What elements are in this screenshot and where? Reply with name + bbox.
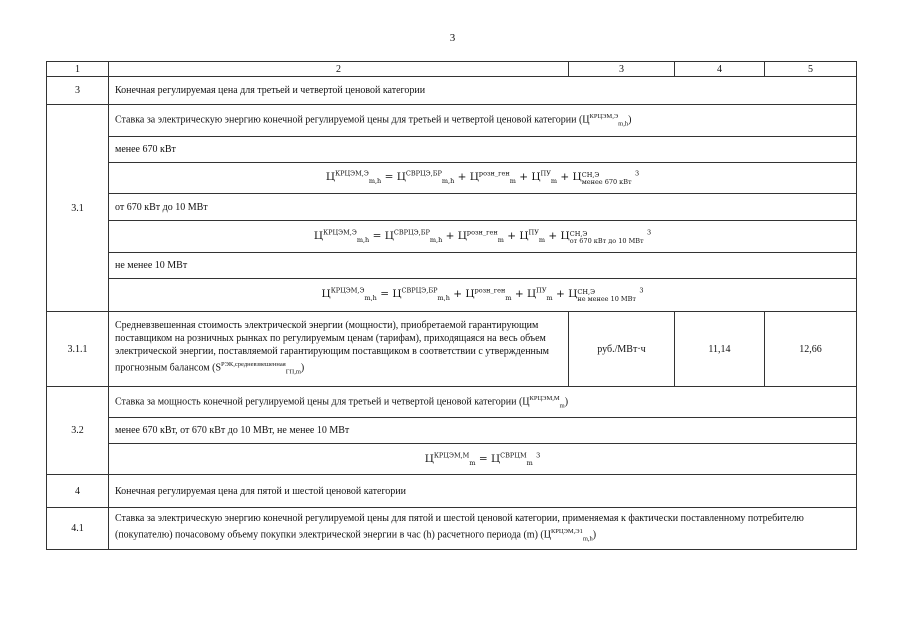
row-text: Ставка за электрическую энергию конечной регулируемой цены для пятой и шестой ценовой категории, применяемая к фактически поставленному потребителю (покупателю) почасовому объему покупки электрической энергии в час (h) расчетного периода (m) $(Ц^{КРЦЭМ,Э1}_{m,h})$ <box>109 508 857 550</box>
formula-subscript: не менее 10 МВт <box>577 295 636 304</box>
row-title: Ставка за электрическую энергию конечной регулируемой цены для третьей и четвертой ценовой категории $(Ц^{КРЦЭМ,Э}_{m,h})$ <box>109 105 857 137</box>
table-row <box>47 387 857 418</box>
table-row <box>47 508 857 550</box>
table-row <box>47 105 857 137</box>
table-row <box>47 418 857 444</box>
row-description: Средневзвешенная стоимость электрической энергии (мощности), приобретаемой гарантирующим поставщиком на розничных рынках по регулируемым ценам (тарифам), приходящаяся на весь объем электрической энергии, поставляемой гарантирующим поставщиком в соответствии с утвержденным прогнозным балансом (S <box>115 320 549 374</box>
title-superscript: КРЦЭМ,Э <box>589 113 619 121</box>
subcategory: не менее 10 МВт <box>109 253 857 279</box>
title-text: Ставка за электрическую энергию конечной регулируемой цены для третьей и четвертой ценовой категории (Ц <box>115 114 590 126</box>
tariff-table <box>46 61 857 550</box>
header-col-4: 4 <box>675 62 765 77</box>
row-subscript: m,h <box>582 535 593 543</box>
page-number: 3 <box>449 32 456 44</box>
unit-cell: руб./МВт·ч <box>569 312 675 387</box>
formula: $Ц^{КРЦЭМ,Э}_{m,h} = Ц^{СВРЦЭ,БР}_{m,h} + Ц^{розн\_ген}_m + Ц^{ПУ}_m + Ц$ СН,Э не менее 10 МВт $^3$ <box>109 279 857 312</box>
formula-subscript: от 670 кВт до 10 МВт <box>569 236 644 245</box>
row-number: 3 <box>47 77 109 105</box>
row-number: 4.1 <box>47 508 109 550</box>
row-number: 3.1 <box>47 105 109 312</box>
title-superscript: КРЦЭМ,М <box>529 394 560 402</box>
title-text: Ставка за мощность конечной регулируемой цены для третьей и четвертой ценовой категории (Ц <box>115 396 530 408</box>
header-col-3: 3 <box>569 62 675 77</box>
table-row <box>47 137 857 163</box>
table-row <box>47 475 857 508</box>
row-title: Ставка за мощность конечной регулируемой цены для третьей и четвертой ценовой категории $(Ц^{КРЦЭМ,М}_m)$ <box>109 387 857 418</box>
row-superscript: КРЦЭМ,Э1 <box>550 527 583 535</box>
header-col-5: 5 <box>765 62 857 77</box>
row-subscript: ГП,m <box>285 368 301 376</box>
row-text: Конечная регулируемая цена для третьей и четвертой ценовой категории <box>109 77 857 105</box>
row-number: 4 <box>47 475 109 508</box>
table-row <box>47 221 857 253</box>
title-subscript: m <box>559 402 565 410</box>
table-row <box>47 312 857 387</box>
table-row <box>47 444 857 475</box>
row-number: 3.2 <box>47 387 109 475</box>
header-col-1: 1 <box>47 62 109 77</box>
table-row <box>47 77 857 105</box>
row-description: Ставка за электрическую энергию конечной регулируемой цены для пятой и шестой ценовой категории, применяемая к фактически поставленному потребителю (покупателю) почасовому объему покупки электрической энергии в час (h) расчетного периода (m) (Ц <box>115 512 804 541</box>
header-row <box>47 62 857 77</box>
row-number: 3.1.1 <box>47 312 109 387</box>
row-text: Конечная регулируемая цена для пятой и шестой ценовой категории <box>109 475 857 508</box>
subcategory: менее 670 кВт, от 670 кВт до 10 МВт, не менее 10 МВт <box>109 418 857 444</box>
title-subscript: m,h <box>618 120 629 128</box>
subcategory: от 670 кВт до 10 МВт <box>109 194 857 221</box>
formula: $Ц^{КРЦЭМ,Э}_{m,h} = Ц^{СВРЦЭ,БР}_{m,h} + Ц^{розн\_ген}_m + Ц^{ПУ}_m + Ц$ СН,Э от 670 кВт до 10 МВт $^3$ <box>109 221 857 253</box>
table-row <box>47 194 857 221</box>
table-row <box>47 253 857 279</box>
row-superscript: РЭК,средневзвешенная <box>221 361 286 369</box>
row-text: Средневзвешенная стоимость электрической энергии (мощности), приобретаемой гарантирующим поставщиком на розничных рынках по регулируемым ценам (тарифам), приходящаяся на весь объем электрической энергии, поставляемой гарантирующим поставщиком в соответствии с утвержденным прогнозным балансом $(S^{РЭК,средневзвешенная}_{ГП,m})$ <box>109 312 569 387</box>
formula: $Ц^{КРЦЭМ,Э}_{m,h} = Ц^{СВРЦЭ,БР}_{m,h} + Ц^{розн\_ген}_m + Ц^{ПУ}_m + Ц$ СН,Э менее 670 кВт $^3$ <box>109 163 857 194</box>
table-row <box>47 279 857 312</box>
subcategory: менее 670 кВт <box>109 137 857 163</box>
formula-subscript: менее 670 кВт <box>581 178 632 187</box>
formula: $Ц^{КРЦЭМ,М}_m = Ц^{СВРЦМ}_m$ $^3$ <box>109 444 857 475</box>
table-row <box>47 163 857 194</box>
value-cell-5: 12,66 <box>765 312 857 387</box>
header-col-2: 2 <box>109 62 569 77</box>
value-cell-4: 11,14 <box>675 312 765 387</box>
